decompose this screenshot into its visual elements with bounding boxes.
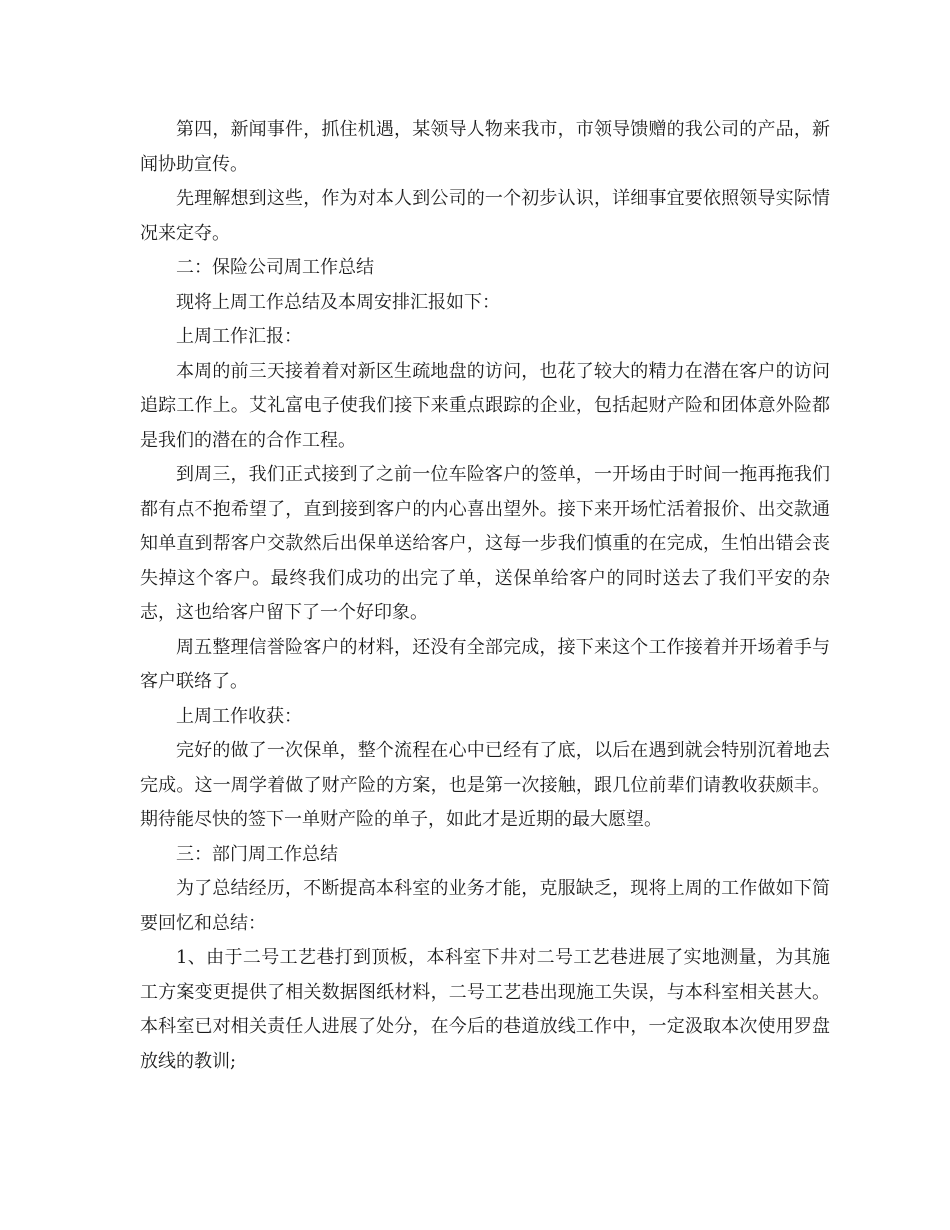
paragraph-wednesday: 到周三，我们正式接到了之前一位车险客户的签单，一开场由于时间一拖再拖我们都有点不抱希望了，直到接到客户的内心喜出望外。接下来开场忙活着报价、出交款通知单直到帮客户交款然后出保单送给客户，这每一步我们慎重的在完成，生怕出错会丧失掉这个客户。最终我们成功的出完了单，送保单给客户的同时送去了我们平安的杂志，这也给客户留下了一个好印象。 — [140, 464, 830, 623]
paragraph-initial-understanding: 先理解想到这些，作为对本人到公司的一个初步认识，详细事宜要依照领导实际情况来定夺。 — [140, 188, 830, 244]
paragraph-item-1: 1、由于二号工艺巷打到顶板，本科室下井对二号工艺巷进展了实地测量，为其施工方案变更提供了相关数据图纸材料，二号工艺巷出现施工失误，与本科室相关甚大。本科室已对相关责任人进展了处分，在今后的巷道放线工作中，一定汲取本次使用罗盘放线的教训; — [140, 947, 830, 1072]
paragraph-gains: 完好的做了一次保单，整个流程在心中已经有了底，以后在遇到就会特别沉着地去完成。这一周学着做了财产险的方案，也是第一次接触，跟几位前辈们请教收获颇丰。期待能尽快的签下一单财产险的单子，如此才是近期的最大愿望。 — [140, 740, 830, 830]
document-body — [140, 113, 830, 1079]
paragraph-news-event: 第四，新闻事件，抓住机遇，某领导人物来我市，市领导馈赠的我公司的产品，新闻协助宣传。 — [140, 119, 830, 175]
section-heading-department-summary: 三：部门周工作总结 — [176, 843, 338, 865]
subheading-last-week-gains: 上周工作收获： — [176, 705, 302, 727]
section-heading-insurance-summary: 二：保险公司周工作总结 — [176, 257, 374, 278]
paragraph-friday: 周五整理信誉险客户的材料，还没有全部完成，接下来这个工作接着并开场着手与客户联络了。 — [140, 636, 830, 692]
paragraph-first-three-days: 本周的前三天接着着对新区生疏地盘的访问，也花了较大的精力在潜在客户的访问追踪工作上。艾礼富电子使我们接下来重点跟踪的企业，包括起财产险和团体意外险都是我们的潜在的合作工程。 — [140, 360, 830, 451]
paragraph-report-intro: 现将上周工作总结及本周安排汇报如下： — [176, 291, 500, 313]
subheading-last-week-report: 上周工作汇报： — [176, 326, 302, 347]
paragraph-department-intro: 为了总结经历，不断提高本科室的业务才能，克服缺乏，现将上周的工作做如下简要回忆和总结： — [140, 878, 830, 934]
